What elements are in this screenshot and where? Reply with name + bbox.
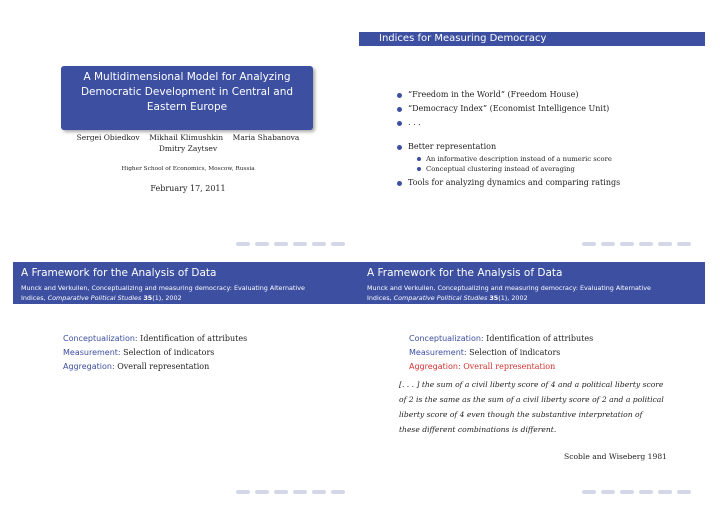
nav-symbols <box>582 242 691 246</box>
reference: Munck and Verkuilen, Conceptualizing and measuring democracy: Evaluating Alternative Indices, Comparative Political Studies 35(1), 2002 <box>21 284 305 302</box>
nav-symbols <box>236 242 345 246</box>
framework-row: Conceptualization: Identification of attributes <box>63 334 248 343</box>
framework-row: Conceptualization: Identification of attributes <box>409 334 594 343</box>
citation: Scoble and Wiseberg 1981 <box>564 452 667 461</box>
slide-heading: A Framework for the Analysis of Data <box>21 267 217 279</box>
bullet-icon <box>417 167 421 171</box>
slide-framework <box>13 262 359 502</box>
date: February 17, 2011 <box>150 184 226 193</box>
list-item: Tools for analyzing dynamics and comparing ratings <box>397 178 620 187</box>
sub-item: An informative description instead of a numeric score <box>417 155 612 163</box>
framework-row: Aggregation: Overall representation <box>63 362 210 371</box>
bullet-icon <box>397 107 402 112</box>
bullet-icon <box>397 181 402 186</box>
title-box: A Multidimensional Model for Analyzing Democratic Development in Central and Eastern Europe <box>61 66 313 130</box>
slide-title <box>13 14 359 254</box>
bullet-icon <box>417 157 421 161</box>
slide-framework-quote <box>359 262 705 502</box>
nav-symbols <box>582 490 691 494</box>
list-item: Better representation <box>397 142 496 151</box>
slide-heading: Indices for Measuring Democracy <box>359 32 705 46</box>
list-item: . . . <box>397 118 421 127</box>
reference: Munck and Verkuilen, Conceptualizing and measuring democracy: Evaluating Alternative Indices, Comparative Political Studies 35(1), 2002 <box>367 284 651 302</box>
quote: [. . . ] the sum of a civil liberty score of 4 and a political liberty score of 2 is the same as the sum of a civil liberty score of 2 and a political liberty score of 4 even though the substantive interpretation of these different combinations is different. <box>399 380 664 434</box>
framework-row: Measurement: Selection of indicators <box>63 348 215 357</box>
framework-row-highlighted: Aggregation: Overall representation <box>409 362 556 371</box>
sub-item: Conceptual clustering instead of averaging <box>417 165 575 173</box>
framework-row: Measurement: Selection of indicators <box>409 348 561 357</box>
list-item: “Democracy Index” (Economist Intelligence Unit) <box>397 104 609 113</box>
bullet-icon <box>397 93 402 98</box>
slide-indices <box>359 14 705 254</box>
bullet-icon <box>397 145 402 150</box>
authors <box>53 132 323 154</box>
authors-line-2: Dmitry Zaytsev <box>158 144 218 153</box>
authors-line-1: Sergei Obiedkov Mikhail Klimushkin Maria Shabanova <box>76 133 300 142</box>
slide-heading: A Framework for the Analysis of Data <box>367 267 563 279</box>
slide-header <box>13 262 359 304</box>
list-item: “Freedom in the World” (Freedom House) <box>397 90 578 99</box>
institution: Higher School of Economics, Moscow, Russia <box>121 166 255 172</box>
bullet-icon <box>397 121 402 126</box>
nav-symbols <box>236 490 345 494</box>
slide-header <box>359 262 705 304</box>
